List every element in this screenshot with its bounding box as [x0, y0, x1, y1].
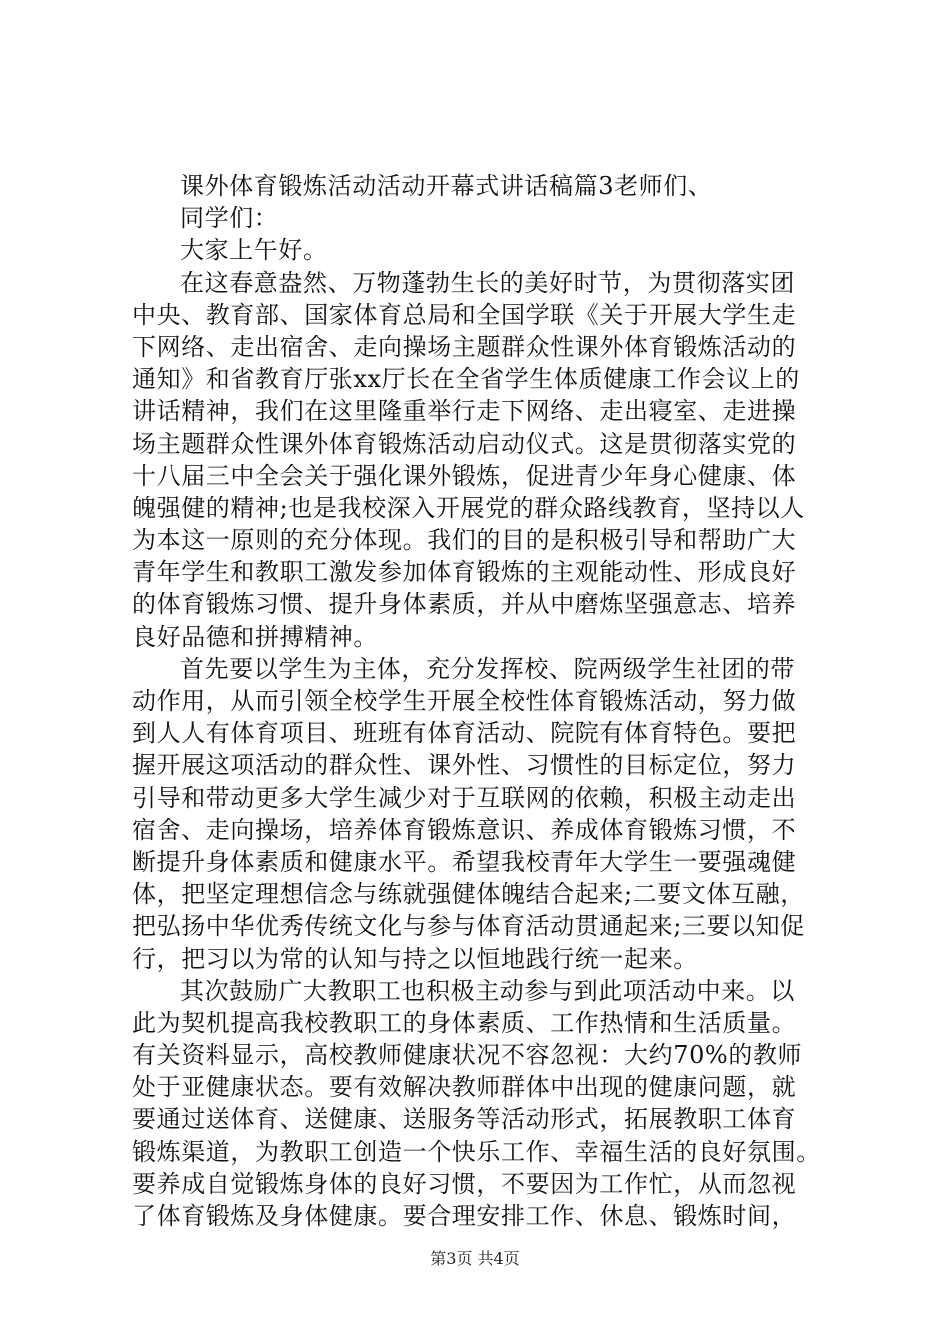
text-line: 此为契机提高我校教职工的身体素质、工作热情和生活质量。	[132, 1008, 797, 1037]
text-line: 处于亚健康状态。要有效解决教师群体中出现的健康问题，就	[132, 1073, 797, 1102]
text-line: 场主题群众性课外体育锻炼活动启动仪式。这是贯彻落实党的	[132, 429, 797, 458]
text-line: 中央、教育部、国家体育总局和全国学联《关于开展大学生走	[132, 300, 797, 329]
document-body	[132, 170, 822, 1232]
text-line: 了体育锻炼及身体健康。要合理安排工作、休息、锻炼时间，	[132, 1202, 797, 1230]
text-line: 有关资料显示，高校教师健康状况不容忽视：大约70%的教师	[132, 1041, 803, 1070]
text-line: 握开展这项活动的群众性、课外性、习惯性的目标定位，努力	[132, 751, 797, 780]
text-line: 行，把习以为常的认知与持之以恒地践行统一起来。	[132, 944, 698, 973]
text-line: 到人人有体育项目、班班有体育活动、院院有体育特色。要把	[132, 719, 797, 748]
text-line: 其次鼓励广大教职工也积极主动参与到此项活动中来。以	[180, 976, 795, 1005]
text-line: 讲话精神，我们在这里隆重举行走下网络、走出寝室、走进操	[132, 397, 797, 426]
text-line: 课外体育锻炼活动活动开幕式讲话稿篇3老师们、	[180, 172, 713, 200]
text-line: 大家上午好。	[180, 236, 328, 265]
text-line: 要养成自觉锻炼身体的良好习惯，不要因为工作忙，从而忽视	[132, 1169, 797, 1198]
text-line: 断提升身体素质和健康水平。希望我校青年大学生一要强魂健	[132, 847, 797, 876]
text-line: 引导和带动更多大学生减少对于互联网的依赖，积极主动走出	[132, 783, 797, 812]
text-line: 十八届三中全会关于强化课外锻炼，促进青少年身心健康、体	[132, 461, 797, 490]
text-line: 下网络、走出宿舍、走向操场主题群众性课外体育锻炼活动的	[132, 332, 797, 361]
text-line: 的体育锻炼习惯、提升身体素质，并从中磨炼坚强意志、培养	[132, 590, 797, 619]
text-line: 把弘扬中华优秀传统文化与参与体育活动贯通起来;三要以知促	[132, 912, 805, 941]
text-line: 青年学生和教职工激发参加体育锻炼的主观能动性、形成良好	[132, 558, 797, 587]
text-line: 体，把坚定理想信念与练就强健体魄结合起来;二要文体互融，	[132, 880, 805, 909]
text-line: 要通过送体育、送健康、送服务等活动形式，拓展教职工体育	[132, 1105, 797, 1134]
text-line: 首先要以学生为主体，充分发挥校、院两级学生社团的带	[180, 654, 795, 683]
text-line: 在这春意盎然、万物蓬勃生长的美好时节，为贯彻落实团	[180, 268, 795, 297]
text-line: 同学们：	[180, 204, 279, 233]
text-line: 为本这一原则的充分体现。我们的目的是积极引导和帮助广大	[132, 526, 797, 555]
text-line: 宿舍、走向操场，培养体育锻炼意识、养成体育锻炼习惯，不	[132, 815, 797, 844]
page-footer: 第3页 共4页	[430, 1249, 520, 1268]
text-line: 锻炼渠道，为教职工创造一个快乐工作、幸福生活的良好氛围。	[132, 1137, 821, 1166]
text-line: 动作用，从而引领全校学生开展全校性体育锻炼活动，努力做	[132, 687, 797, 715]
text-line: 良好品德和拼搏精神。	[132, 622, 378, 651]
text-line: 魄强健的精神;也是我校深入开展党的群众路线教育，坚持以人	[132, 493, 805, 522]
text-line: 通知》和省教育厅张xx厅长在全省学生体质健康工作会议上的	[132, 365, 800, 394]
